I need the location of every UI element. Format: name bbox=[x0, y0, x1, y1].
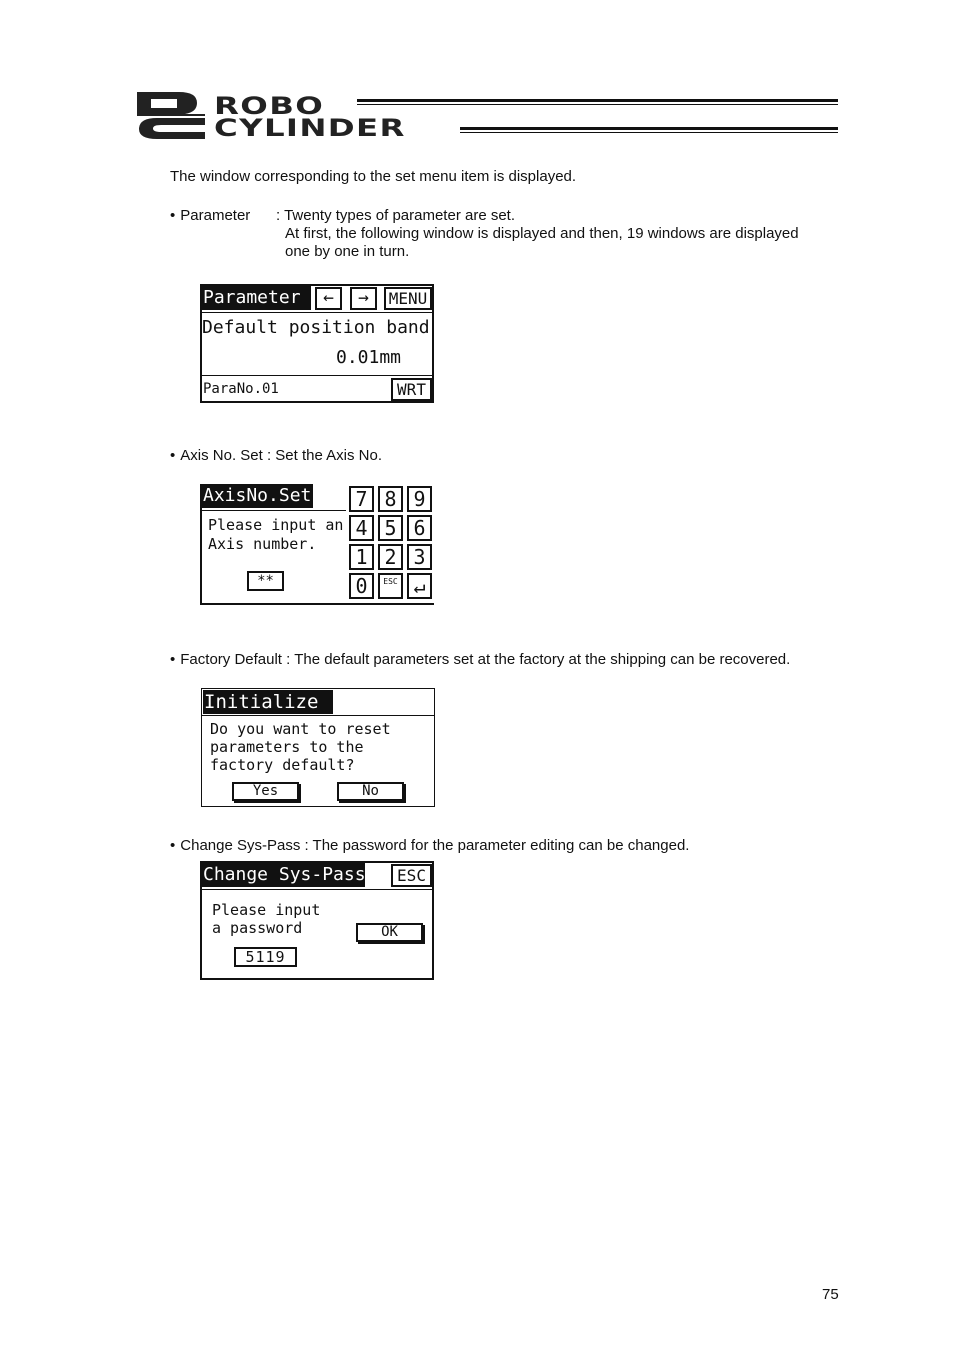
header-rule-bottom-thin bbox=[460, 132, 838, 133]
key-3[interactable]: 3 bbox=[407, 544, 432, 570]
parameter-desc-line2: At first, the following window is displayed and then, 19 windows are displayed bbox=[285, 225, 799, 242]
factory-default-text: • Factory Default : The default parameters set at the factory at the shipping can be recovered. bbox=[170, 651, 790, 669]
initialize-message-line2: parameters to the bbox=[210, 738, 364, 756]
write-button[interactable]: WRT bbox=[391, 378, 432, 401]
ok-button[interactable]: OK bbox=[356, 923, 423, 942]
axis-message-line1: Please input an bbox=[208, 516, 344, 534]
key-4[interactable]: 4 bbox=[349, 515, 374, 541]
initialize-message-line1: Do you want to reset bbox=[210, 720, 391, 738]
key-2[interactable]: 2 bbox=[378, 544, 403, 570]
axis-number-field[interactable]: ** bbox=[247, 571, 284, 591]
password-message-line2: a password bbox=[212, 919, 303, 937]
key-5[interactable]: 5 bbox=[378, 515, 403, 541]
parameter-desc-line3: one by one in turn. bbox=[285, 243, 410, 260]
parameter-name: Default position band bbox=[202, 317, 430, 338]
initialize-message-line3: factory default? bbox=[210, 756, 355, 774]
parameter-screen-divider-bottom bbox=[202, 375, 432, 376]
password-field[interactable]: 5119 bbox=[234, 947, 297, 967]
parameter-screen bbox=[200, 284, 434, 403]
intro-text: The window corresponding to the set menu item is displayed. bbox=[170, 168, 577, 185]
parameter-desc-line1: : Twenty types of parameter are set. bbox=[276, 207, 516, 224]
logo-text-cylinder: CYLINDER bbox=[214, 114, 406, 142]
header-rule-bottom bbox=[460, 127, 838, 130]
change-sys-pass-text: • Change Sys-Pass : The password for the parameter editing can be changed. bbox=[170, 837, 689, 855]
logo-text-robo: ROBO bbox=[214, 92, 325, 120]
axis-screen-title: AxisNo.Set bbox=[203, 485, 312, 506]
key-1[interactable]: 1 bbox=[349, 544, 374, 570]
header-rule-top-thin bbox=[357, 104, 838, 105]
page-number: 75 bbox=[822, 1286, 839, 1303]
key-esc[interactable]: ESC bbox=[378, 573, 403, 599]
key-6[interactable]: 6 bbox=[407, 515, 432, 541]
initialize-screen bbox=[201, 688, 435, 807]
left-arrow-button[interactable]: ← bbox=[315, 287, 342, 310]
esc-button[interactable]: ESC bbox=[391, 864, 432, 887]
change-sys-pass-screen bbox=[200, 861, 434, 980]
axis-screen-divider bbox=[202, 510, 346, 511]
axis-no-set-screen bbox=[200, 484, 434, 605]
parameter-screen-divider-top bbox=[202, 312, 432, 313]
key-0[interactable]: 0 bbox=[349, 573, 374, 599]
header-rule-top bbox=[357, 99, 838, 102]
parameter-screen-title: Parameter bbox=[202, 286, 311, 310]
initialize-screen-divider bbox=[202, 715, 434, 716]
parameter-term: • Parameter bbox=[170, 207, 250, 225]
key-enter[interactable]: ↵ bbox=[407, 573, 432, 599]
parameter-value: 0.01mm bbox=[336, 347, 402, 368]
key-7[interactable]: 7 bbox=[349, 486, 374, 512]
key-8[interactable]: 8 bbox=[378, 486, 403, 512]
right-arrow-button[interactable]: → bbox=[350, 287, 377, 310]
yes-button[interactable]: Yes bbox=[232, 782, 299, 801]
axis-no-set-text: • Axis No. Set : Set the Axis No. bbox=[170, 447, 382, 465]
axis-message-line2: Axis number. bbox=[208, 535, 317, 553]
key-9[interactable]: 9 bbox=[407, 486, 432, 512]
password-message-line1: Please input bbox=[212, 901, 321, 919]
initialize-screen-title: Initialize bbox=[203, 690, 333, 714]
parameter-number: ParaNo.01 bbox=[203, 381, 279, 397]
change-sys-pass-title: Change Sys-Pass bbox=[203, 864, 366, 885]
change-sys-pass-divider bbox=[202, 889, 432, 890]
robo-cylinder-logo-mark bbox=[135, 90, 207, 140]
no-button[interactable]: No bbox=[337, 782, 404, 801]
menu-button[interactable]: MENU bbox=[384, 287, 432, 310]
